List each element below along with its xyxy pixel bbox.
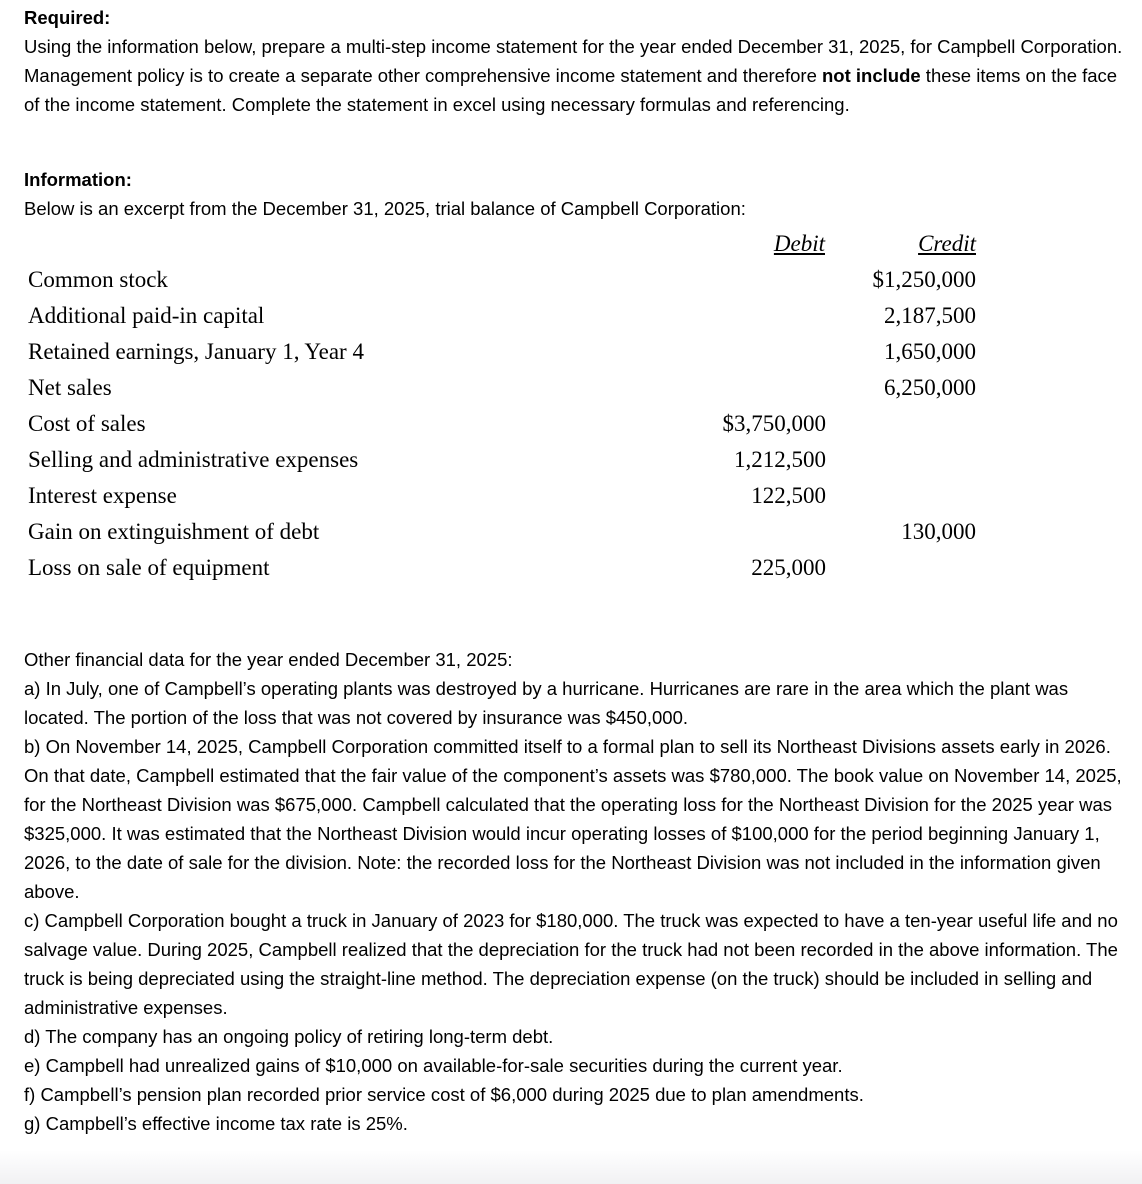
other-financial-data-section [24, 645, 1124, 1138]
required-instructions [24, 32, 1124, 119]
account-name: Gain on extinguishment of debt [28, 519, 320, 544]
list-item: g) Campbell’s effective income tax rate is 25%. [24, 1113, 408, 1134]
required-heading: Required: [24, 7, 111, 28]
account-name: Net sales [28, 375, 112, 400]
account-name: Common stock [28, 267, 168, 292]
trial-balance-header [0, 226, 1142, 262]
debit-column-header: Debit [773, 231, 825, 256]
debit-amount: 1,212,500 [734, 447, 826, 472]
list-item: d) The company has an ongoing policy of retiring long-term debt. [24, 1026, 554, 1047]
table-row [0, 550, 1142, 586]
table-row [0, 478, 1142, 514]
required-section [24, 3, 1124, 119]
table-row [0, 334, 1142, 370]
information-heading: Information: [24, 169, 132, 190]
table-row [0, 442, 1142, 478]
list-item: e) Campbell had unrealized gains of $10,000 on available-for-sale securities during the current year. [24, 1055, 843, 1076]
table-row [0, 370, 1142, 406]
other-data-heading: Other financial data for the year ended December 31, 2025: [24, 649, 513, 670]
list-item: c) Campbell Corporation bought a truck in January of 2023 for $180,000. The truck was expected to have a ten-year useful life and no salvage value. During 2025, Campbell realized that the depreciation for the truck had not been recorded in the above information. The truck is being depreciated using the straight-line method. The depreciation expense (on the truck) should be included in selling and administrative expenses. [24, 910, 1118, 1018]
required-bold-text: not include [822, 65, 921, 86]
credit-amount: 2,187,500 [884, 303, 976, 328]
list-item: a) In July, one of Campbell’s operating plants was destroyed by a hurricane. Hurricanes are rare in the area which the plant was located. The portion of the loss that was not covered by insurance was $450,000. [24, 678, 1069, 728]
account-name: Interest expense [28, 483, 177, 508]
table-row [0, 298, 1142, 334]
debit-amount: $3,750,000 [722, 411, 826, 436]
credit-amount: 130,000 [901, 519, 976, 544]
account-name: Additional paid-in capital [28, 303, 265, 328]
credit-amount: $1,250,000 [872, 267, 976, 292]
required-text-part-1: Using the information below, prepare a multi-step income statement for the year ended December 31, 2025, for Campbell Corporation. Management policy is to create a separate other comprehensive income statement and therefore [24, 36, 1123, 86]
credit-column-header: Credit [918, 231, 976, 256]
table-row [0, 262, 1142, 298]
list-item: f) Campbell’s pension plan recorded prior service cost of $6,000 during 2025 due to plan amendments. [24, 1084, 864, 1105]
account-name: Retained earnings, January 1, Year 4 [28, 339, 364, 364]
information-section [24, 165, 1124, 223]
account-name: Cost of sales [28, 411, 146, 436]
information-intro: Below is an excerpt from the December 31, 2025, trial balance of Campbell Corporation: [24, 198, 746, 219]
account-name: Loss on sale of equipment [28, 555, 270, 580]
list-item: b) On November 14, 2025, Campbell Corporation committed itself to a formal plan to sell its Northeast Divisions assets early in 2026. On that date, Campbell estimated that the fair value of the component’s assets was $780,000. The book value on November 14, 2025, for the Northeast Division was $675,000. Campbell calculated that the operating loss for the Northeast Division for the 2025 year was $325,000. It was estimated that the Northeast Division would incur operating losses of $100,000 for the period beginning January 1, 2026, to the date of sale for the division. Note: the recorded loss for the Northeast Division was not included in the information given above. [24, 736, 1122, 902]
debit-amount: 122,500 [751, 483, 826, 508]
trial-balance-table [0, 262, 1142, 586]
bottom-fade-bar [0, 1150, 1142, 1184]
debit-amount: 225,000 [751, 555, 826, 580]
credit-amount: 1,650,000 [884, 339, 976, 364]
table-row [0, 514, 1142, 550]
account-name: Selling and administrative expenses [28, 447, 359, 472]
credit-amount: 6,250,000 [884, 375, 976, 400]
required-text-part-2: these items on the face of the income statement. Complete the statement in excel using necessary formulas and referencing. [24, 65, 1118, 115]
table-row [0, 406, 1142, 442]
